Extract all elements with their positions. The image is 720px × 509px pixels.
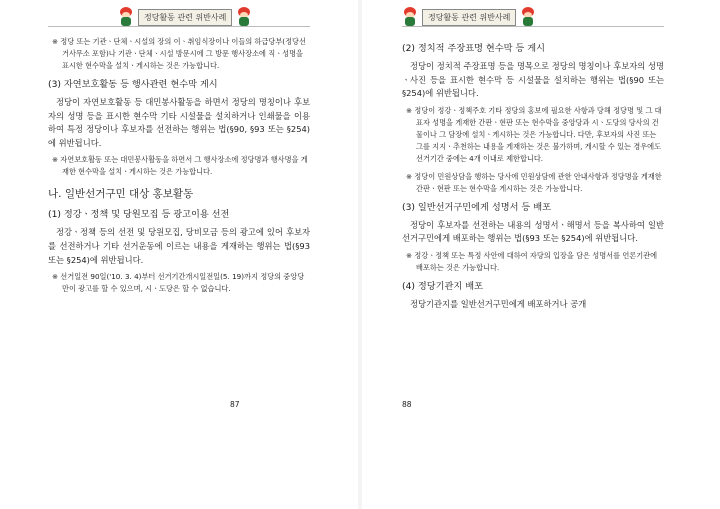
paragraph: 정당기관지를 일반선거구민에게 배포하거나 공개 [410, 298, 587, 309]
section-heading: (3) 일반선거구민에게 성명서 등 배포 [402, 201, 551, 213]
page-number: 87 [230, 400, 240, 409]
left-header [118, 6, 252, 28]
mascot-icon [236, 7, 252, 27]
header-title: 정당활동 관련 위반사례 [422, 9, 516, 26]
page-number: 88 [402, 400, 412, 409]
note: ※ 선거일전 90일('10. 3. 4)부터 선거기간개시일전일(5. 19)까지 정당의 중앙당만이 광고를 할 수 있으며, 시ㆍ도당은 할 수 없습니다. [52, 272, 305, 294]
note: ※ 정당 또는 기관ㆍ단체ㆍ시설의 장의 이ㆍ취임식장이나 이들의 하급당부(정당선거사무소 포함)나 기관ㆍ단체ㆍ시설 방문시에 그 방문 행사장소에 직ㆍ성명을 표시한 현수막을 설치ㆍ게시하는 것은 가능합니다. [52, 37, 306, 70]
mascot-icon [118, 7, 134, 27]
header-divider [48, 26, 310, 27]
note: ※ 정당이 정강ㆍ정책주호 기타 정당의 홍보에 필요한 사항과 당해 정당명 및 그 대표자 성명을 게재한 간판ㆍ현판 또는 현수막을 중앙당과 시ㆍ도당의 당사의 건물이나 그 담장에 설치ㆍ게시하는 것은 가능합니다. 다만, 후보자의 사진 또는 그를 지지ㆍ추천하는 내용을 게재하는 것은 불가하며, 게시할 수 있는 경우에도 선거기간 중에는 4개 이내로 제한합니다. [406, 105, 662, 163]
note: ※ 자연보호활동 또는 대민봉사활동을 하면서 그 행사장소에 정당명과 행사명을 게재한 현수막을 설치ㆍ게시하는 것은 가능합니다. [52, 155, 308, 177]
header-divider [402, 26, 664, 27]
note: ※ 정강ㆍ정책 또는 특정 사안에 대하여 자당의 입장을 담은 성명서를 언론기관에 배포하는 것은 가능합니다. [406, 250, 658, 272]
note: ※ 정당이 민원상담을 행하는 당사에 민원상담에 관한 안내사항과 정당명을 게재한 간판ㆍ현판 또는 현수막을 게시하는 것은 가능합니다. [406, 171, 662, 193]
chapter-heading: 나. 일반선거구민 대상 홍보활동 [48, 188, 194, 201]
header-title: 정당활동 관련 위반사례 [138, 9, 232, 26]
mascot-icon [402, 7, 418, 27]
section-heading: (1) 정강ㆍ정책 및 당원모집 등 광고이용 선전 [48, 209, 230, 221]
right-content [402, 36, 664, 316]
section-heading: (3) 자연보호활동 등 행사관련 현수막 게시 [48, 79, 218, 90]
paragraph: 정강ㆍ정책 등의 선전 및 당원모집, 당비모금 등의 광고에 있어 후보자를 선전하거나 기타 선거운동에 이르는 내용을 게재하는 행위는 법(§93 또는 §254)에 위반됩니다. [48, 227, 310, 265]
right-page [360, 0, 720, 509]
section-heading: (4) 정당기관지 배포 [402, 280, 483, 292]
section-heading: (2) 정치적 주장표명 현수막 등 게시 [402, 43, 545, 54]
right-header [402, 6, 536, 28]
paragraph: 정당이 자연보호활동 등 대민봉사활동을 하면서 정당의 명칭이나 후보자의 성명 등을 표시한 현수막 기타 시설물을 설치하거나 인쇄물을 이용하여 특정 정당이나 후보자를 선전하는 행위는 법(§90, §93 또는 §254)에 위반됩니다. [48, 97, 310, 148]
mascot-icon [520, 7, 536, 27]
paragraph: 정당이 후보자를 선전하는 내용의 성명서ㆍ해명서 등을 복사하여 일반선거구민에게 배포하는 행위는 법(§93 또는 §254)에 위반됩니다. [402, 219, 664, 244]
left-content [48, 36, 310, 301]
paragraph: 정당이 정치적 주장표명 등을 명목으로 정당의 명칭이나 후보자의 성명ㆍ사진 등을 표시한 현수막 등 시설물을 설치하는 행위는 법(§90 또는 §254)에 위반됩니다. [402, 61, 664, 99]
